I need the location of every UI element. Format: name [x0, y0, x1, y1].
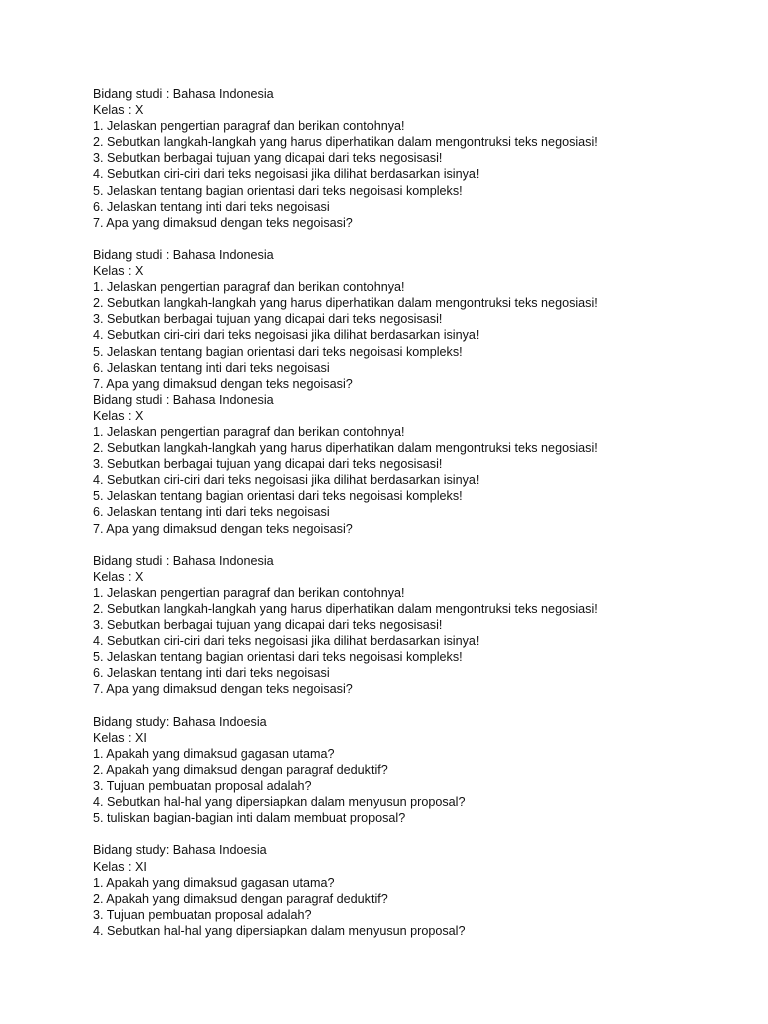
question-item: 1. Jelaskan pengertian paragraf dan berikan contohnya! — [93, 585, 405, 600]
question-item: 1. Jelaskan pengertian paragraf dan berikan contohnya! — [93, 119, 405, 134]
question-item: 2. Sebutkan langkah-langkah yang harus diperhatikan dalam mengontruksi teks negosiasi! — [93, 135, 598, 150]
question-item: 5. Jelaskan tentang bagian orientasi dari teks negoisasi kompleks! — [93, 183, 463, 198]
question-item: 2. Apakah yang dimaksud dengan paragraf deduktif? — [93, 762, 388, 777]
question-block-5 — [93, 714, 753, 827]
class-line: Kelas : XI — [93, 859, 147, 874]
question-item: 4. Sebutkan ciri-ciri dari teks negoisasi jika dilihat berdasarkan isinya! — [93, 634, 480, 649]
question-item: 1. Apakah yang dimaksud gagasan utama? — [93, 746, 335, 761]
subject-line: Bidang study: Bahasa Indoesia — [93, 714, 267, 729]
question-item: 3. Sebutkan berbagai tujuan yang dicapai dari teks negosisasi! — [93, 151, 443, 166]
question-item: 4. Sebutkan ciri-ciri dari teks negoisasi jika dilihat berdasarkan isinya! — [93, 167, 480, 182]
question-item: 7. Apa yang dimaksud dengan teks negoisasi? — [93, 376, 353, 391]
question-block-3 — [93, 392, 753, 537]
subject-line: Bidang studi : Bahasa Indonesia — [93, 247, 274, 262]
question-item: 6. Jelaskan tentang inti dari teks negoisasi — [93, 199, 330, 214]
class-line: Kelas : X — [93, 408, 144, 423]
question-item: 7. Apa yang dimaksud dengan teks negoisasi? — [93, 215, 353, 230]
question-item: 2. Apakah yang dimaksud dengan paragraf deduktif? — [93, 891, 388, 906]
question-item: 5. Jelaskan tentang bagian orientasi dari teks negoisasi kompleks! — [93, 650, 463, 665]
question-item: 3. Sebutkan berbagai tujuan yang dicapai dari teks negosisasi! — [93, 312, 443, 327]
question-item: 5. Jelaskan tentang bagian orientasi dari teks negoisasi kompleks! — [93, 344, 463, 359]
class-line: Kelas : XI — [93, 730, 147, 745]
question-block-2 — [93, 247, 753, 392]
class-line: Kelas : X — [93, 569, 144, 584]
question-item: 6. Jelaskan tentang inti dari teks negoisasi — [93, 505, 330, 520]
question-item: 4. Sebutkan ciri-ciri dari teks negoisasi jika dilihat berdasarkan isinya! — [93, 328, 480, 343]
question-item: 3. Tujuan pembuatan proposal adalah? — [93, 907, 312, 922]
subject-line: Bidang study: Bahasa Indoesia — [93, 843, 267, 858]
class-line: Kelas : X — [93, 103, 144, 118]
question-block-6 — [93, 842, 753, 939]
question-item: 3. Sebutkan berbagai tujuan yang dicapai dari teks negosisasi! — [93, 457, 443, 472]
question-item: 6. Jelaskan tentang inti dari teks negoisasi — [93, 666, 330, 681]
question-item: 3. Tujuan pembuatan proposal adalah? — [93, 779, 312, 794]
question-item: 3. Sebutkan berbagai tujuan yang dicapai dari teks negosisasi! — [93, 618, 443, 633]
question-item: 4. Sebutkan ciri-ciri dari teks negoisasi jika dilihat berdasarkan isinya! — [93, 473, 480, 488]
question-item: 6. Jelaskan tentang inti dari teks negoisasi — [93, 360, 330, 375]
question-item: 1. Jelaskan pengertian paragraf dan berikan contohnya! — [93, 424, 405, 439]
document-page — [93, 86, 753, 939]
question-item: 2. Sebutkan langkah-langkah yang harus diperhatikan dalam mengontruksi teks negosiasi! — [93, 441, 598, 456]
question-item: 1. Apakah yang dimaksud gagasan utama? — [93, 875, 335, 890]
question-item: 2. Sebutkan langkah-langkah yang harus diperhatikan dalam mengontruksi teks negosiasi! — [93, 296, 598, 311]
question-item: 2. Sebutkan langkah-langkah yang harus diperhatikan dalam mengontruksi teks negosiasi! — [93, 602, 598, 616]
question-block-1 — [93, 86, 753, 231]
subject-line: Bidang studi : Bahasa Indonesia — [93, 87, 274, 101]
question-item: 4. Sebutkan hal-hal yang dipersiapkan dalam menyusun proposal? — [93, 795, 466, 810]
question-item: 7. Apa yang dimaksud dengan teks negoisasi? — [93, 682, 353, 697]
subject-line: Bidang studi : Bahasa Indonesia — [93, 553, 274, 568]
question-item: 7. Apa yang dimaksud dengan teks negoisasi? — [93, 521, 353, 536]
question-item: 4. Sebutkan hal-hal yang dipersiapkan dalam menyusun proposal? — [93, 923, 466, 938]
question-item: 5. tuliskan bagian-bagian inti dalam membuat proposal? — [93, 811, 406, 826]
class-line: Kelas : X — [93, 264, 144, 279]
question-item: 5. Jelaskan tentang bagian orientasi dari teks negoisasi kompleks! — [93, 489, 463, 504]
question-item: 1. Jelaskan pengertian paragraf dan berikan contohnya! — [93, 280, 405, 295]
subject-line: Bidang studi : Bahasa Indonesia — [93, 392, 274, 407]
question-block-4 — [93, 553, 753, 698]
